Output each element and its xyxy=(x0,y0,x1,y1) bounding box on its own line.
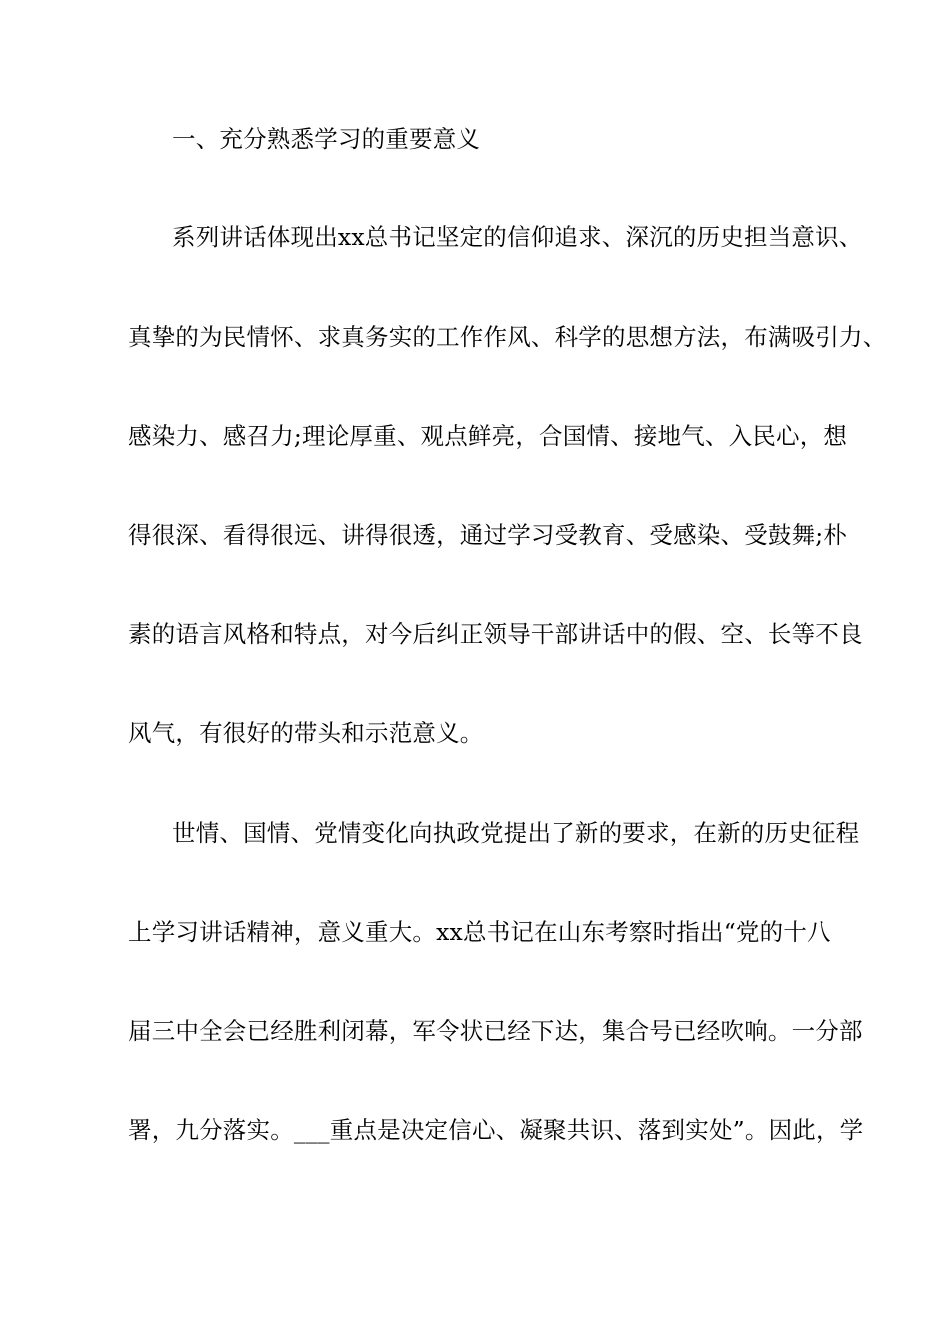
paragraph-line: 风气，有很好的带头和示范意义。 xyxy=(128,719,484,747)
paragraph-line: 上学习讲话精神，意义重大。xx总书记在山东考察时指出“党的十八 xyxy=(128,918,831,946)
section-heading: 一、充分熟悉学习的重要意义 xyxy=(172,125,481,153)
paragraph-line: 系列讲话体现出xx总书记坚定的信仰追求、深沉的历史担当意识、 xyxy=(172,223,863,251)
paragraph-line: 真挚的为民情怀、求真务实的工作作风、科学的思想方法，布满吸引力、 xyxy=(128,323,887,351)
paragraph-line: 感染力、感召力;理论厚重、观点鲜亮，合国情、接地气、入民心，想 xyxy=(128,422,848,450)
paragraph-line: 得很深、看得很远、讲得很透，通过学习受教育、受感染、受鼓舞;朴 xyxy=(128,521,848,549)
paragraph-line: 届三中全会已经胜利闭幕，军令状已经下达，集合号已经吹响。一分部 xyxy=(128,1017,863,1045)
paragraph-line: 署，九分落实。___重点是决定信心、凝聚共识、落到实处”。因此，学 xyxy=(128,1116,864,1144)
paragraph-line: 世情、国情、党情变化向执政党提出了新的要求，在新的历史征程 xyxy=(172,819,860,847)
paragraph-line: 素的语言风格和特点，对今后纠正领导干部讲话中的假、空、长等不良 xyxy=(128,620,863,648)
